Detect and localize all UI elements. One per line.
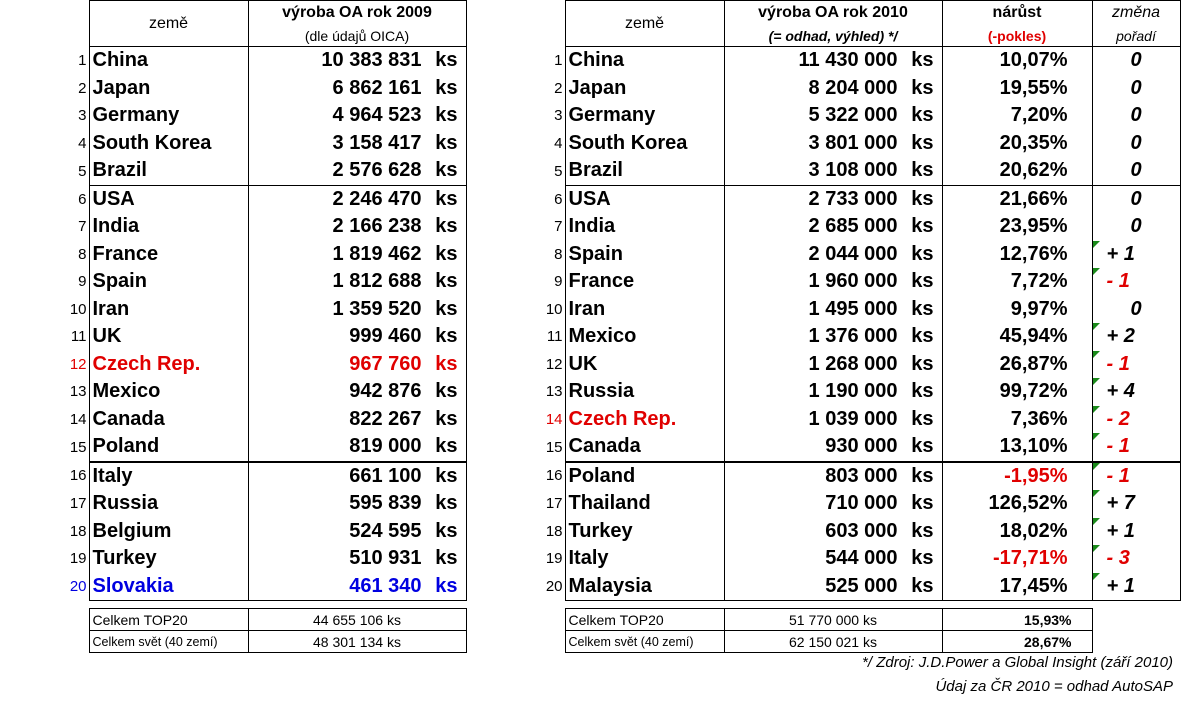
rank-cell: 14 [69,410,87,428]
value-cell: 1 495 000 ks [724,296,942,324]
total-top20-label: Celkem TOP20 [89,609,248,631]
country-cell: India [565,213,724,241]
table-row [62,351,466,379]
value-cell: 822 267 ks [248,406,466,434]
growth-cell: 26,87% [942,351,1092,379]
value-cell: 2 166 238 ks [248,213,466,241]
value-cell: 4 964 523 ks [248,102,466,130]
value-cell: 544 000 ks [724,545,942,573]
rank-cell: 7 [78,218,87,236]
growth-cell: 7,20% [942,102,1092,130]
country-cell: Iran [89,296,248,324]
growth-cell: 19,55% [942,75,1092,103]
header-production-sub: (dle údajů OICA) [248,25,466,47]
rank-cell: 1 [554,52,563,69]
table-row [62,213,466,241]
value-cell: 3 158 417 ks [248,130,466,158]
table-row [62,185,466,213]
growth-cell: 126,52% [942,490,1092,518]
rank-change-cell: - 1 [1092,268,1180,296]
rank-cell: 9 [78,273,87,291]
comment-marker-icon [1093,545,1100,552]
header-growth: nárůst [942,1,1092,26]
growth-cell: 13,10% [942,433,1092,462]
country-cell: Spain [565,241,724,269]
rank-cell: 2 [554,79,563,97]
rank-cell: 17 [69,495,87,513]
rank-cell: 16 [545,467,563,485]
rank-cell: 12 [545,355,563,373]
country-cell: South Korea [89,130,248,158]
total-world-label: Celkem svět (40 zemí) [89,631,248,653]
rank-cell: 13 [69,383,87,401]
country-cell: Canada [565,433,724,462]
rank-change-cell: 0 [1092,75,1180,103]
rank-cell: 10 [69,300,87,318]
growth-cell: 23,95% [942,213,1092,241]
table-row [538,545,1180,573]
country-cell: Mexico [565,323,724,351]
country-cell: Germany [89,102,248,130]
table-row [538,573,1180,601]
table-row [62,323,466,351]
rank-cell: 4 [554,134,563,152]
value-cell: 1 190 000 ks [724,378,942,406]
source-note: */ Zdroj: J.D.Power a Global Insight (září 2010) [862,654,1173,671]
value-cell: 819 000 ks [248,433,466,462]
value-cell: 967 760 ks [248,351,466,379]
value-cell: 999 460 ks [248,323,466,351]
table-row [62,433,466,462]
rank-change-cell: 0 [1092,47,1180,75]
value-cell: 942 876 ks [248,378,466,406]
comment-marker-icon [1093,323,1100,330]
country-cell: Czech Rep. [565,406,724,434]
rank-cell: 6 [78,190,87,208]
rank-cell: 10 [545,300,563,318]
header-production-sub: (= odhad, výhled) */ [724,25,942,47]
country-cell: France [565,268,724,296]
growth-cell: 20,62% [942,157,1092,185]
table-row [538,490,1180,518]
table-row [62,102,466,130]
rank-cell: 5 [78,162,87,180]
table-row [62,462,466,491]
growth-cell: 20,35% [942,130,1092,158]
value-cell: 1 039 000 ks [724,406,942,434]
total-top20-label: Celkem TOP20 [565,609,724,631]
total-world-value: 48 301 134 ks [248,631,466,653]
growth-cell: 7,36% [942,406,1092,434]
table-row [538,378,1180,406]
value-cell: 2 733 000 ks [724,185,942,213]
value-cell: 11 430 000 ks [724,47,942,75]
growth-cell: 99,72% [942,378,1092,406]
rank-change-cell: 0 [1092,157,1180,185]
value-cell: 3 108 000 ks [724,157,942,185]
country-cell: UK [89,323,248,351]
growth-cell: 12,76% [942,241,1092,269]
table-row [538,268,1180,296]
rank-cell: 8 [78,245,87,263]
growth-cell: 10,07% [942,47,1092,75]
growth-cell: -17,71% [942,545,1092,573]
growth-cell: 45,94% [942,323,1092,351]
table-row [62,130,466,158]
rank-cell: 2 [78,79,87,97]
rank-cell: 3 [78,107,87,125]
value-cell: 595 839 ks [248,490,466,518]
rank-change-cell: + 7 [1092,490,1180,518]
table-row [538,130,1180,158]
country-cell: Mexico [89,378,248,406]
country-cell: India [89,213,248,241]
table-row [62,241,466,269]
rank-change-cell: - 2 [1092,406,1180,434]
rank-cell: 20 [69,578,87,595]
value-cell: 2 576 628 ks [248,157,466,185]
country-cell: Slovakia [89,573,248,601]
table-row [538,75,1180,103]
country-cell: Czech Rep. [89,351,248,379]
rank-cell: 4 [78,134,87,152]
rank-cell: 1 [78,52,87,69]
country-cell: Japan [89,75,248,103]
country-cell: Turkey [565,518,724,546]
country-cell: Belgium [89,518,248,546]
table-row [538,47,1180,75]
comment-marker-icon [1093,351,1100,358]
value-cell: 1 960 000 ks [724,268,942,296]
value-cell: 1 819 462 ks [248,241,466,269]
rank-cell: 5 [554,162,563,180]
rank-cell: 11 [70,328,87,346]
country-cell: Brazil [89,157,248,185]
total-top20-value: 44 655 106 ks [248,609,466,631]
rank-change-cell: - 1 [1092,351,1180,379]
table-row [62,573,466,601]
table-row [538,185,1180,213]
table-row [538,433,1180,462]
comment-marker-icon [1093,406,1100,413]
table-2009 [62,0,467,653]
growth-cell: 7,72% [942,268,1092,296]
rank-change-cell: - 3 [1092,545,1180,573]
table-row [62,157,466,185]
country-cell: South Korea [565,130,724,158]
table-row [538,213,1180,241]
rank-cell: 16 [69,467,87,485]
table-row [62,296,466,324]
country-cell: Canada [89,406,248,434]
estimate-note: Údaj za ČR 2010 = odhad AutoSAP [935,678,1173,695]
country-cell: China [565,47,724,75]
value-cell: 2 685 000 ks [724,213,942,241]
value-cell: 524 595 ks [248,518,466,546]
value-cell: 6 862 161 ks [248,75,466,103]
rank-cell: 19 [69,550,87,568]
table-row [62,518,466,546]
country-cell: Turkey [89,545,248,573]
rank-cell: 18 [545,522,563,540]
rank-change-cell: - 1 [1092,433,1180,462]
growth-cell: 17,45% [942,573,1092,601]
table-row [62,75,466,103]
rank-cell: 8 [554,245,563,263]
value-cell: 1 268 000 ks [724,351,942,379]
value-cell: 3 801 000 ks [724,130,942,158]
country-cell: Japan [565,75,724,103]
rank-cell: 20 [545,578,563,595]
header-country: země [89,1,248,47]
value-cell: 5 322 000 ks [724,102,942,130]
rank-cell: 19 [545,550,563,568]
value-cell: 8 204 000 ks [724,75,942,103]
growth-cell: -1,95% [942,462,1092,491]
country-cell: Russia [89,490,248,518]
comment-marker-icon [1093,490,1100,497]
rank-cell: 17 [545,495,563,513]
value-cell: 661 100 ks [248,462,466,491]
value-cell: 1 812 688 ks [248,268,466,296]
value-cell: 803 000 ks [724,462,942,491]
comment-marker-icon [1093,463,1100,470]
comment-marker-icon [1093,378,1100,385]
rank-change-cell: + 1 [1092,241,1180,269]
country-cell: Germany [565,102,724,130]
value-cell: 1 359 520 ks [248,296,466,324]
table-row [62,378,466,406]
country-cell: France [89,241,248,269]
table-row [538,351,1180,379]
table-row [538,241,1180,269]
country-cell: USA [565,185,724,213]
rank-cell: 3 [554,107,563,125]
country-cell: Russia [565,378,724,406]
growth-cell: 21,66% [942,185,1092,213]
country-cell: China [89,47,248,75]
country-cell: Italy [89,462,248,491]
table-row [62,545,466,573]
rank-change-cell: 0 [1092,102,1180,130]
total-top20-value: 51 770 000 ks [724,609,942,631]
comment-marker-icon [1093,433,1100,440]
value-cell: 510 931 ks [248,545,466,573]
value-cell: 2 044 000 ks [724,241,942,269]
table-row [62,47,466,75]
country-cell: Italy [565,545,724,573]
header-production: výroba OA rok 2009 [248,1,466,26]
country-cell: Brazil [565,157,724,185]
comment-marker-icon [1093,268,1100,275]
table-row [62,490,466,518]
comment-marker-icon [1093,518,1100,525]
rank-cell: 9 [554,273,563,291]
growth-cell: 18,02% [942,518,1092,546]
table-row [538,323,1180,351]
country-cell: Poland [565,462,724,491]
rank-cell: 14 [545,410,563,428]
rank-change-cell: 0 [1092,130,1180,158]
table-2010 [538,0,1181,653]
table-row [62,268,466,296]
rank-cell: 11 [546,328,563,346]
country-cell: Thailand [565,490,724,518]
growth-cell: 9,97% [942,296,1092,324]
rank-change-cell: + 4 [1092,378,1180,406]
value-cell: 710 000 ks [724,490,942,518]
rank-cell: 15 [545,438,563,456]
country-cell: Malaysia [565,573,724,601]
rank-cell: 13 [545,383,563,401]
rank-cell: 12 [69,355,87,373]
country-cell: Iran [565,296,724,324]
value-cell: 2 246 470 ks [248,185,466,213]
rank-change-cell: + 1 [1092,573,1180,601]
total-world-label: Celkem svět (40 zemí) [565,631,724,653]
country-cell: Spain [89,268,248,296]
comment-marker-icon [1093,573,1100,580]
rank-cell: 15 [69,438,87,456]
header-change-sub: pořadí [1092,25,1180,47]
rank-cell: 6 [554,190,563,208]
value-cell: 1 376 000 ks [724,323,942,351]
rank-change-cell: + 1 [1092,518,1180,546]
value-cell: 930 000 ks [724,433,942,462]
country-cell: USA [89,185,248,213]
table-row [538,296,1180,324]
table-row [538,406,1180,434]
rank-change-cell: 0 [1092,213,1180,241]
total-world-value: 62 150 021 ks [724,631,942,653]
header-production: výroba OA rok 2010 [724,1,942,26]
header-growth-sub: (-pokles) [942,25,1092,47]
table-row [538,157,1180,185]
comment-marker-icon [1093,241,1100,248]
header-change: změna [1092,1,1180,26]
total-top20-growth: 15,93% [942,609,1092,631]
header-country: země [565,1,724,47]
rank-change-cell: 0 [1092,185,1180,213]
rank-change-cell: + 2 [1092,323,1180,351]
value-cell: 10 383 831 ks [248,47,466,75]
country-cell: UK [565,351,724,379]
table-row [538,462,1180,491]
table-row [538,102,1180,130]
table-row [62,406,466,434]
rank-cell: 18 [69,522,87,540]
rank-change-cell: - 1 [1092,462,1180,491]
rank-change-cell: 0 [1092,296,1180,324]
value-cell: 603 000 ks [724,518,942,546]
country-cell: Poland [89,433,248,462]
rank-cell: 7 [554,218,563,236]
table-row [538,518,1180,546]
total-world-growth: 28,67% [942,631,1092,653]
value-cell: 525 000 ks [724,573,942,601]
value-cell: 461 340 ks [248,573,466,601]
